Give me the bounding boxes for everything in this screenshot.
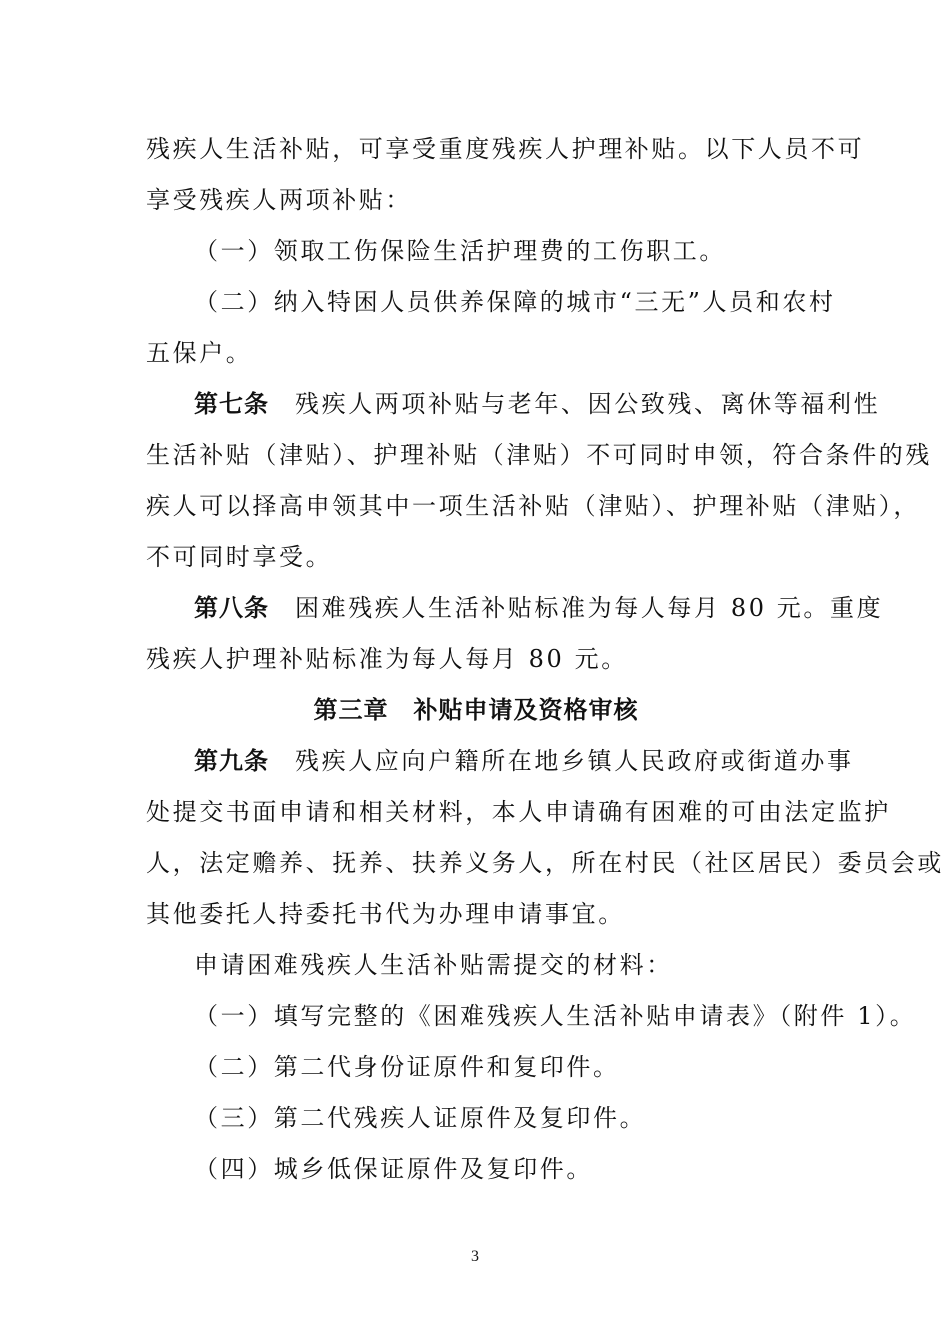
paragraph-line: 五保户。 xyxy=(146,339,253,367)
article-9-line: 处提交书面申请和相关材料，本人申请确有困难的可由法定监护 xyxy=(146,798,891,826)
materials-item: （一）填写完整的《困难残疾人生活补贴申请表》（附件 1）。 xyxy=(194,1002,917,1030)
paragraph-line: 残疾人生活补贴，可享受重度残疾人护理补贴。以下人员不可 xyxy=(146,135,865,163)
document-body xyxy=(146,124,944,1195)
article-8-text: 困难残疾人生活补贴标准为每人每月 80 元。重度 xyxy=(295,594,884,622)
chapter-heading: 第三章 补贴申请及资格审核 xyxy=(313,696,639,724)
article-9-line: 其他委托人持委托书代为办理申请事宜。 xyxy=(146,900,625,928)
article-8-heading: 第八条 xyxy=(194,594,269,622)
article-7-line xyxy=(146,379,881,430)
materials-intro: 申请困难残疾人生活补贴需提交的材料： xyxy=(194,951,673,979)
materials-item: （四）城乡低保证原件及复印件。 xyxy=(194,1155,593,1183)
page-number: 3 xyxy=(471,1248,479,1265)
article-7-line: 不可同时享受。 xyxy=(146,543,333,571)
article-9-text: 残疾人应向户籍所在地乡镇人民政府或街道办事 xyxy=(295,747,854,775)
article-9-line xyxy=(146,736,854,787)
article-7-text: 残疾人两项补贴与老年、因公致残、离休等福利性 xyxy=(295,390,881,418)
article-7-line: 疾人可以择高申领其中一项生活补贴（津贴）、护理补贴（津贴）， xyxy=(146,492,920,520)
article-8-line xyxy=(146,583,884,634)
materials-item: （二）第二代身份证原件和复印件。 xyxy=(194,1053,620,1081)
article-8-line: 残疾人护理补贴标准为每人每月 80 元。 xyxy=(146,645,628,673)
article-7-heading: 第七条 xyxy=(194,390,269,418)
article-7-line: 生活补贴（津贴）、护理补贴（津贴）不可同时申领，符合条件的残 xyxy=(146,441,932,469)
article-9-heading: 第九条 xyxy=(194,747,269,775)
paragraph-line: 享受残疾人两项补贴： xyxy=(146,186,412,214)
list-item: （一）领取工伤保险生活护理费的工伤职工。 xyxy=(194,237,726,265)
list-item: （二）纳入特困人员供养保障的城市“三无”人员和农村 xyxy=(194,288,836,316)
article-9-line: 人，法定赡养、抚养、扶养义务人，所在村民（社区居民）委员会或 xyxy=(146,849,944,877)
materials-item: （三）第二代残疾人证原件及复印件。 xyxy=(194,1104,647,1132)
